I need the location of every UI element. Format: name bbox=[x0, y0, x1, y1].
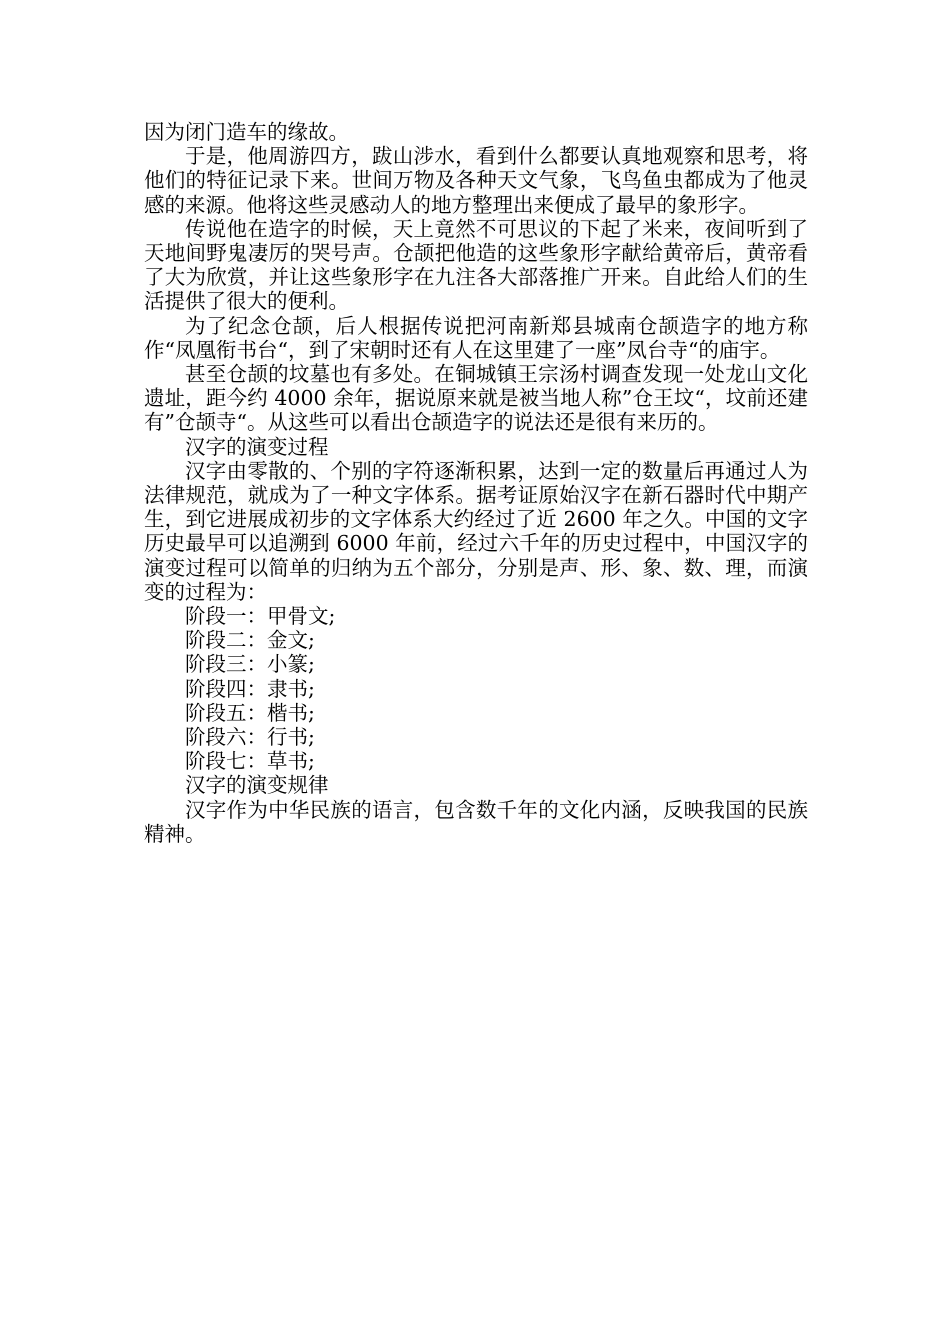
paragraph-continuation: 因为闭门造车的缘故。 bbox=[144, 120, 349, 144]
paragraph-legend: 传说他在造字的时候，天上竟然不可思议的下起了米来，夜间听到了天地间野鬼凄厉的哭号声。仓颉把他造的这些象形字献给黄帝后，黄帝看了大为欣赏，并让这些象形字在九注各大部落推广开来。自此给人们的生活提供了很大的便利。 bbox=[144, 216, 808, 314]
stage-item-2: 阶段二：金文; bbox=[185, 628, 315, 653]
paragraph-memorial: 为了纪念仓颉，后人根据传说把河南新郑县城南仓颉造字的地方称作“凤凰衔书台“，到了宋朝时还有人在这里建了一座”凤台寺“的庙宇。 bbox=[144, 313, 808, 362]
document-page bbox=[144, 120, 808, 846]
paragraph-travel-observation: 于是，他周游四方，跋山涉水，看到什么都要认真地观察和思考，将他们的特征记录下来。世间万物及各种天文气象，飞鸟鱼虫都成为了他灵感的来源。他将这些灵感动人的地方整理出来便成了最早的象形字。 bbox=[144, 144, 808, 217]
stage-item-7: 阶段七：草书; bbox=[185, 749, 315, 774]
section-heading-evolution-rules: 汉字的演变规律 bbox=[185, 773, 329, 798]
paragraph-tombs: 甚至仓颉的坟墓也有多处。在铜城镇王宗汤村调查发现一处龙山文化遗址，距今约 4000 余年，据说原来就是被当地人称”仓王坟“，坟前还建有”仓颉寺“。从这些可以看出仓颉造字的说法还是很有来历的。 bbox=[144, 362, 808, 435]
stage-item-1: 阶段一：甲骨文; bbox=[185, 604, 336, 629]
paragraph-national-spirit: 汉字作为中华民族的语言，包含数千年的文化内涵，反映我国的民族精神。 bbox=[144, 797, 808, 846]
stage-item-5: 阶段五：楷书; bbox=[185, 700, 315, 725]
stage-item-6: 阶段六：行书; bbox=[185, 725, 315, 750]
stage-item-4: 阶段四：隶书; bbox=[185, 676, 315, 701]
stage-item-3: 阶段三：小篆; bbox=[185, 652, 315, 677]
section-heading-evolution-process: 汉字的演变过程 bbox=[185, 434, 329, 459]
paragraph-evolution-overview: 汉字由零散的、个别的字符逐渐积累，达到一定的数量后再通过人为法律规范，就成为了一种文字体系。据考证原始汉字在新石器时代中期产生，到它进展成初步的文字体系大约经过了近 2600 年之久。中国的文字历史最早可以追溯到 6000 年前，经过六千年的历史过程中，中国汉字的演变过程可以简单的归纳为五个部分，分别是声、形、象、数、理，而演变的过程为： bbox=[144, 458, 808, 604]
